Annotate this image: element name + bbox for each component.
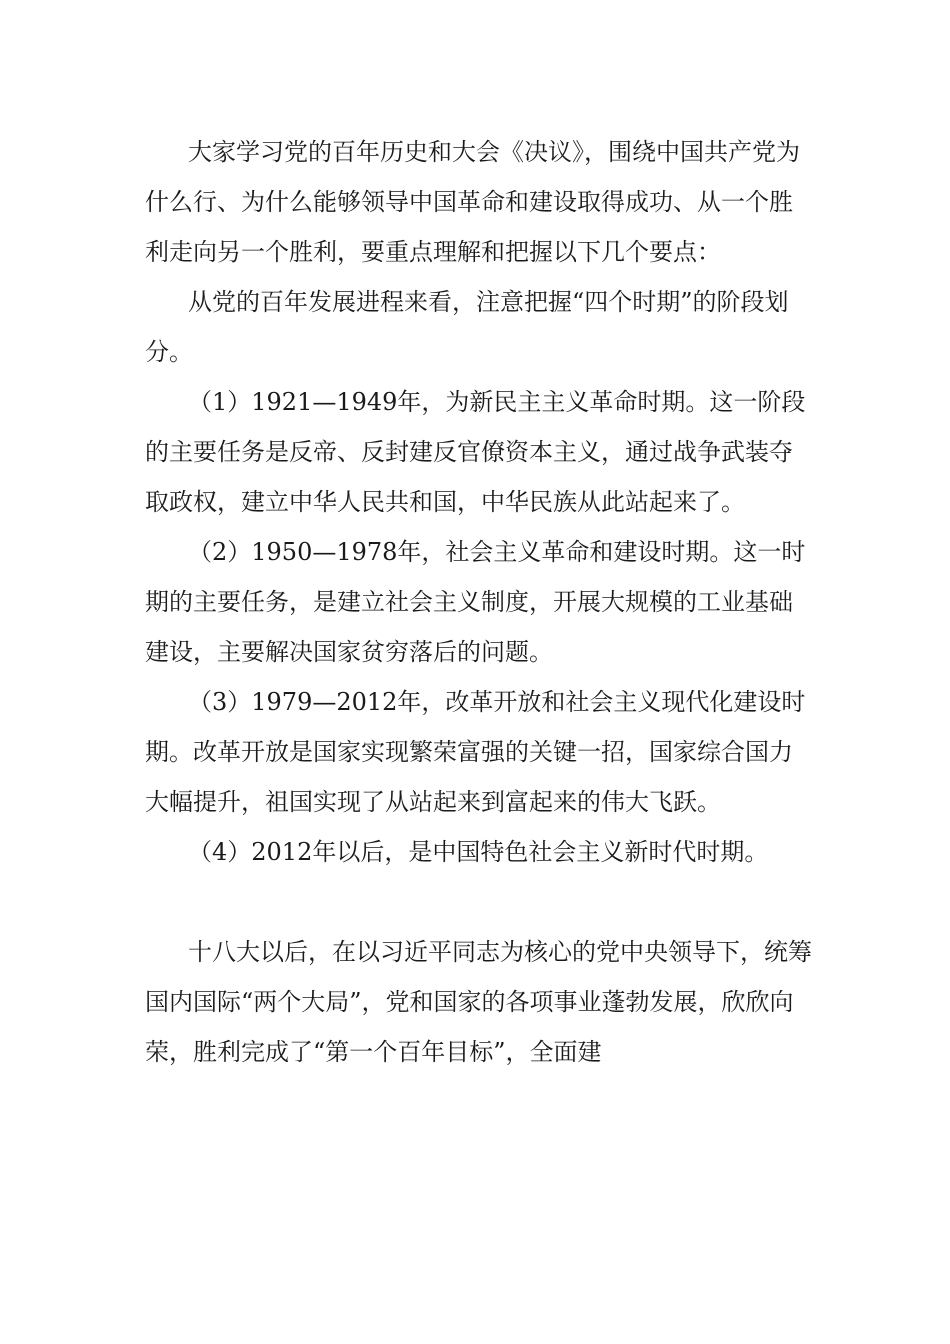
eighteenth-congress-paragraph: 十八大以后，在以习近平同志为核心的党中央领导下，统筹国内国际“两个大局”，党和国家的各项事业蓬勃发展，欣欣向荣，胜利完成了“第一个百年目标”，全面建 xyxy=(145,938,812,1066)
four-periods-paragraph: 从党的百年发展进程来看，注意把握“四个时期”的阶段划分。 xyxy=(145,288,789,366)
period-1-paragraph: （1）1921—1949年，为新民主主义革命时期。这一阶段的主要任务是反帝、反封建反官僚资本主义，通过战争武装夺取政权，建立中华人民共和国，中华民族从此站起来了。 xyxy=(145,388,806,516)
intro-paragraph: 大家学习党的百年历史和大会《决议》，围绕中国共产党为什么行、为什么能够领导中国革命和建设取得成功、从一个胜利走向另一个胜利，要重点理解和把握以下几个要点： xyxy=(145,138,800,266)
document-body xyxy=(145,127,815,1077)
period-2-paragraph: （2）1950—1978年，社会主义革命和建设时期。这一时期的主要任务，是建立社会主义制度，开展大规模的工业基础建设，主要解决国家贫穷落后的问题。 xyxy=(145,538,806,666)
period-3-paragraph: （3）1979—2012年，改革开放和社会主义现代化建设时期。改革开放是国家实现繁荣富强的关键一招，国家综合国力大幅提升，祖国实现了从站起来到富起来的伟大飞跃。 xyxy=(145,688,806,816)
paragraph-spacer xyxy=(145,877,815,927)
period-4-paragraph: （4）2012年以后，是中国特色社会主义新时代时期。 xyxy=(188,838,769,866)
